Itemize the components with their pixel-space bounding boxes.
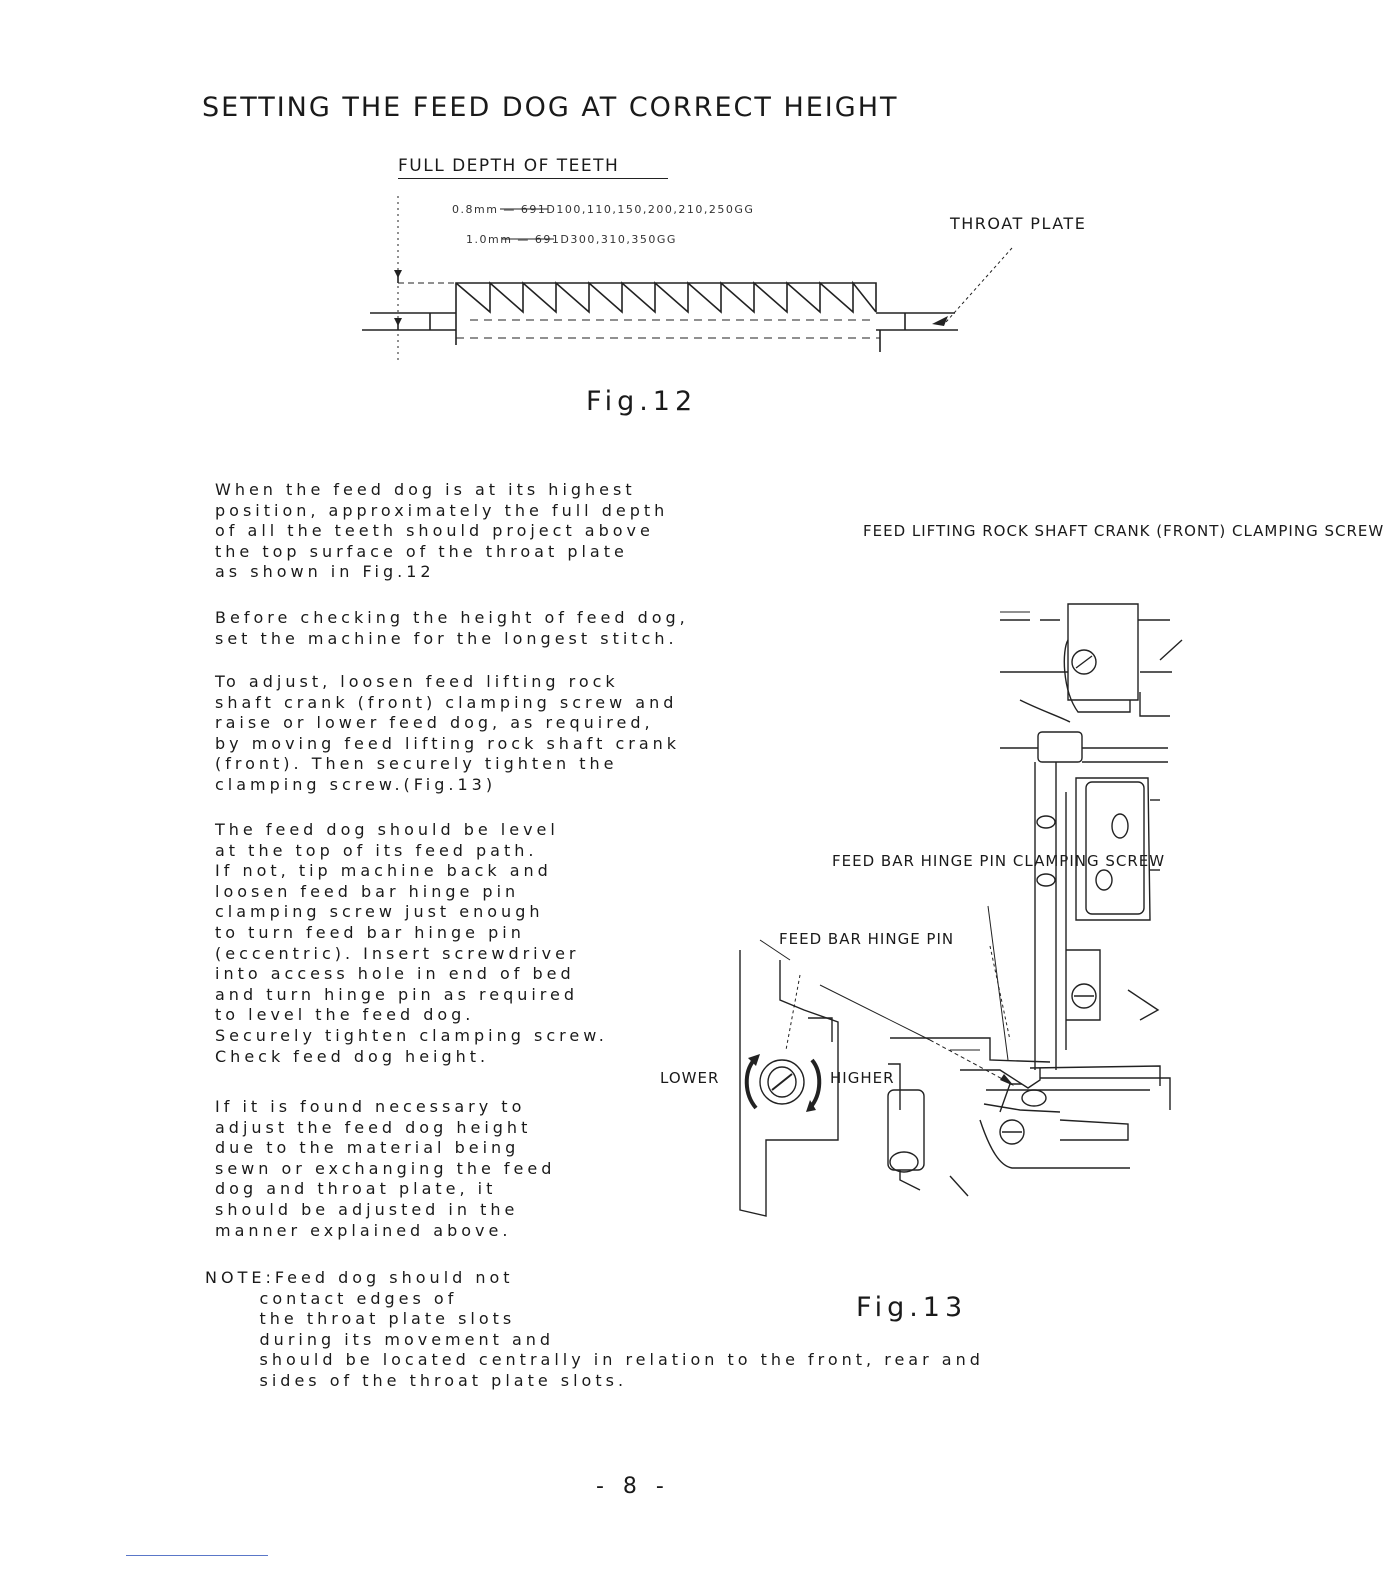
page-number: - 8 - — [596, 1474, 670, 1499]
label-hinge-pin: FEED BAR HINGE PIN — [779, 930, 955, 948]
label-rock-shaft-crank-screw: FEED LIFTING ROCK SHAFT CRANK (FRONT) CLAMPING SCREW — [863, 522, 1384, 540]
fig12-caption: Fig.12 — [586, 386, 698, 417]
paragraph-intro: When the feed dog is at its highest position, approximately the full depth of all the teeth should project above the top surface of the throat plate as shown in Fig.12 — [215, 480, 669, 582]
paragraph-adjust: To adjust, loosen feed lifting rock shaft crank (front) clamping screw and raise or lower feed dog, as required, by moving feed lifting rock shaft crank (front). Then securely tighten the clamping screw.(Fig.13) — [215, 672, 681, 794]
label-higher: HIGHER — [830, 1069, 895, 1087]
fig12-spec-line-2: 1.0mm — 691D300,310,350GG — [466, 233, 677, 246]
paragraph-level: The feed dog should be level at the top of its feed path. If not, tip machine back and loosen feed bar hinge pin clamping screw just enough to turn feed bar hinge pin (eccentric). Insert screwdriver into access hole in end of bed and turn hinge pin as required to level the feed dog. Securely tighten clamping screw. Check feed dog height. — [215, 820, 608, 1066]
fig12-heading: FULL DEPTH OF TEETH — [398, 156, 620, 176]
paragraph-material: If it is found necessary to adjust the feed dog height due to the material being sewn or exchanging the feed dog and throat plate, it should be adjusted in the manner explained above. — [215, 1097, 556, 1240]
throat-plate-label: THROAT PLATE — [950, 214, 1087, 233]
label-lower: LOWER — [660, 1069, 720, 1087]
fig13-caption: Fig.13 — [856, 1292, 968, 1323]
paragraph-before-checking: Before checking the height of feed dog, set the machine for the longest stitch. — [215, 608, 689, 648]
label-hinge-pin-clamping-screw: FEED BAR HINGE PIN CLAMPING SCREW — [832, 852, 1166, 870]
page-title: SETTING THE FEED DOG AT CORRECT HEIGHT — [202, 92, 899, 123]
note: NOTE:Feed dog should not contact edges of the throat plate slots during its movement and should be located centrally in relation to the front, rear and sides of the throat plate slots. — [205, 1268, 984, 1390]
fig12-spec-line-1: 0.8mm — 691D100,110,150,200,210,250GG — [452, 203, 755, 216]
scan-mark — [126, 1555, 268, 1556]
